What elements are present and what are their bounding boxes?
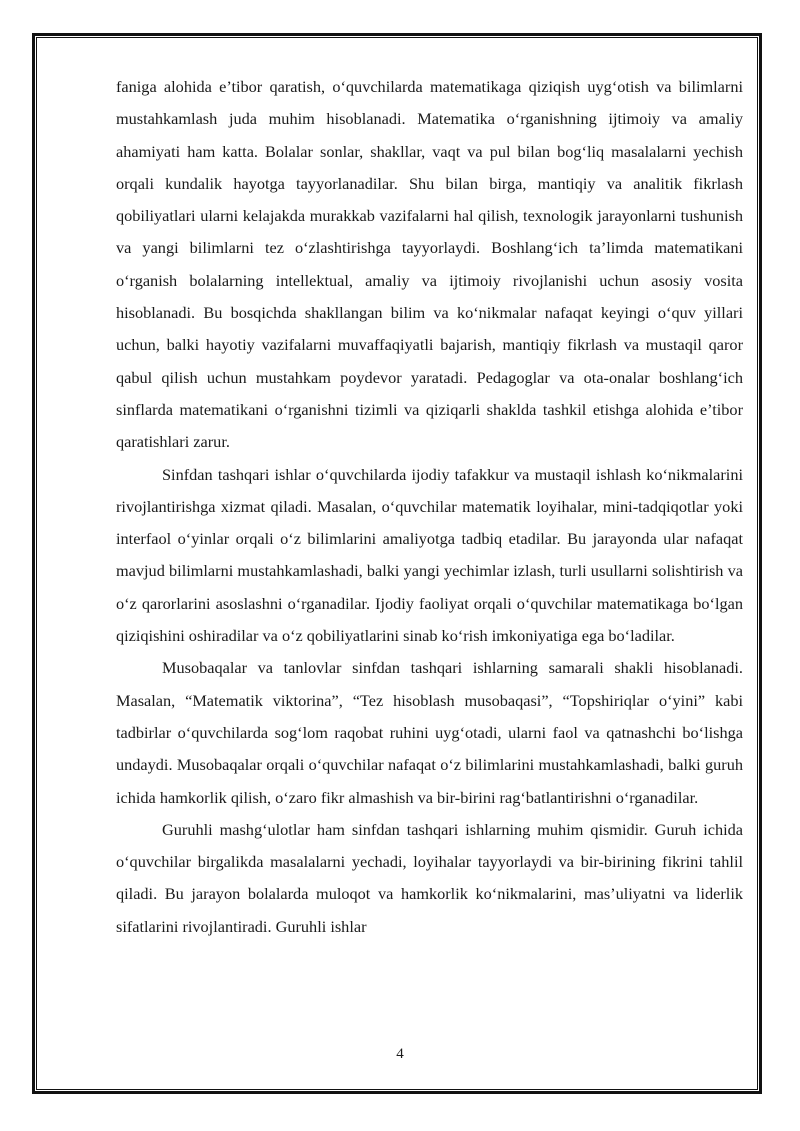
paragraph-3: Musobaqalar va tanlovlar sinfdan tashqari ishlarning samarali shakli hisoblanadi. Masalan, “Matematik viktorina”, “Tez hisoblash musobaqasi”, “Topshiriqlar o‘yini” kabi tadbirlar o‘quvchilarda sog‘lom raqobat ruhini uyg‘otadi, ularni faol va qatnashchi bo‘lishga undaydi. Musobaqalar orqali o‘quvchilar nafaqat o‘z bilimlarini mustahkamlashadi, balki guruh ichida hamkorlik qilish, o‘zaro fikr almashish va bir-birini rag‘batlantirishni o‘rganadilar. xyxy=(116,658,743,807)
page-number: 4 xyxy=(396,1046,404,1062)
paragraph-1: faniga alohida e’tibor qaratish, o‘quvchilarda matematikaga qiziqish uyg‘otish va bilimlarni mustahkamlash juda muhim hisoblanadi. Matematika o‘rganishning ijtimoiy va amaliy ahamiyati ham katta. Bolalar sonlar, shakllar, vaqt va pul bilan bog‘liq masalalarni yechish orqali kundalik hayotga tayyorlanadilar. Shu bilan birga, mantiqiy va analitik fikrlash qobiliyatlari ularni kelajakda murakkab vazifalarni hal qilish, texnologik jarayonlarni tushunish va yangi bilimlarni tez o‘zlashtirishga tayyorlaydi. Boshlang‘ich ta’limda matematikani o‘rganish bolalarning intellektual, amaliy va ijtimoiy rivojlanishi uchun asosiy vosita hisoblanadi. Bu bosqichda shakllangan bilim va ko‘nikmalar nafaqat keyingi o‘quv yillari uchun, balki hayotiy vazifalarni muvaffaqiyatli bajarish, mantiqiy fikrlash va mustaqil qaror qabul qilish uchun mustahkam poydevor yaratadi. Pedagoglar va ota-onalar boshlang‘ich sinflarda matematikani o‘rganishni tizimli va qiziqarli shaklda tashkil etishga alohida e’tibor qaratishlari zarur. xyxy=(116,77,743,452)
paragraph-2: Sinfdan tashqari ishlar o‘quvchilarda ijodiy tafakkur va mustaqil ishlash ko‘nikmalarini rivojlantirishga xizmat qiladi. Masalan, o‘quvchilar matematik loyihalar, mini-tadqiqotlar yoki interfaol o‘yinlar orqali o‘z bilimlarini amaliyotga tadbiq etadilar. Bu jarayonda ular nafaqat mavjud bilimlarni mustahkamlashadi, balki yangi yechimlar izlash, turli usullarni solishtirish va o‘z qarorlarini asoslashni o‘rganadilar. Ijodiy faoliyat orqali o‘quvchilar matematikaga bo‘lgan qiziqishini oshiradilar va o‘z qobiliyatlarini sinab ko‘rish imkoniyatiga ega bo‘ladilar. xyxy=(116,464,743,646)
paragraph-4: Guruhli mashg‘ulotlar ham sinfdan tashqari ishlarning muhim qismidir. Guruh ichida o‘quvchilar birgalikda masalalarni yechadi, loyihalar tayyorlaydi va bir-birining fikrini tahlil qiladi. Bu jarayon bolalarda muloqot va hamkorlik ko‘nikmalarini, mas’uliyatni va liderlik sifatlarini rivojlantiradi. Guruhli ishlar xyxy=(116,819,743,936)
document-body xyxy=(116,71,743,943)
